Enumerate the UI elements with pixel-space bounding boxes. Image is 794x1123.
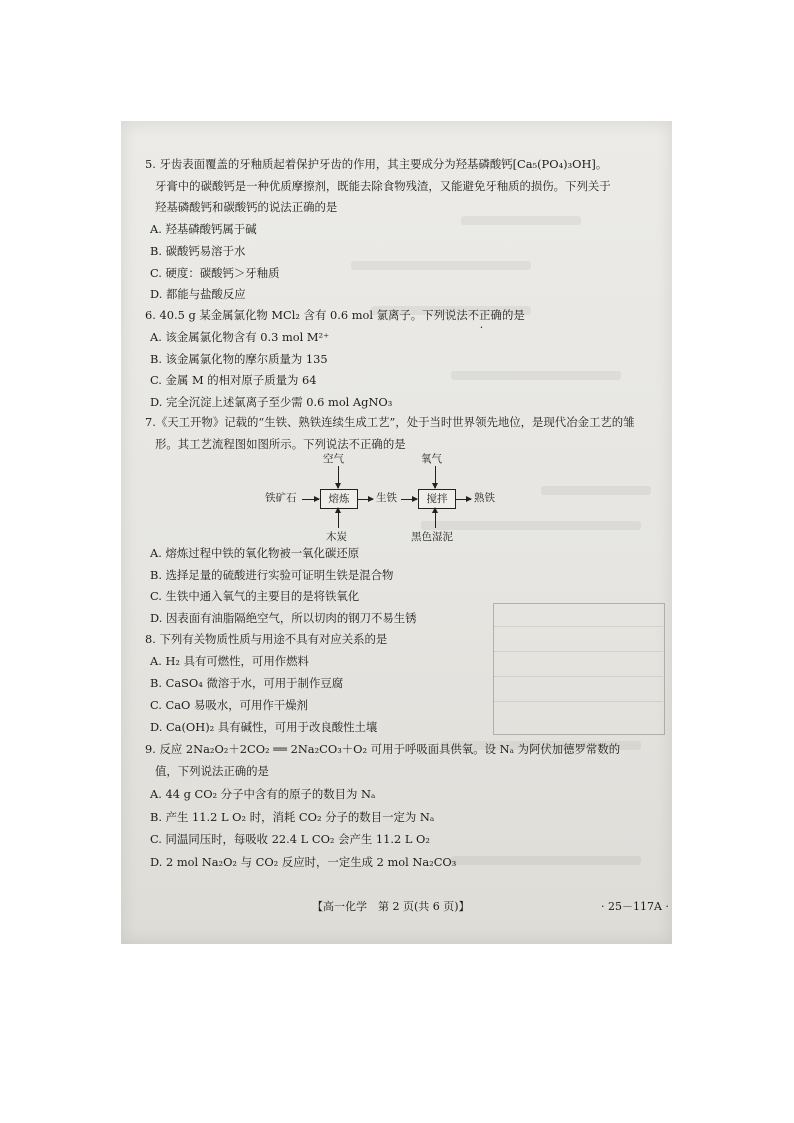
exam-paper-sheet	[121, 121, 672, 944]
bleed-through-mark	[541, 486, 651, 495]
bleed-through-mark	[351, 261, 531, 270]
q6-option-c: C. 金属 M 的相对原子质量为 64	[150, 373, 317, 387]
bleed-through-line	[493, 651, 663, 652]
q7-process-flow-diagram	[265, 451, 531, 546]
q6-stem-before: 6. 40.5 g 某金属氯化物 MCl₂ 含有 0.6 mol 氯离子。下列说法	[145, 308, 468, 322]
page-footer: 【高一化学 第 2 页(共 6 页)】	[312, 900, 470, 913]
q5-option-c: C. 硬度：碳酸钙＞牙釉质	[150, 266, 280, 280]
q6-stem-emphasis: 不正确	[467, 308, 502, 322]
bleed-through-mark	[451, 856, 641, 865]
pig-iron-arrow	[401, 499, 417, 500]
charcoal-arrow	[338, 508, 339, 528]
diagram-oxygen-label: 氧气	[421, 453, 442, 465]
q6-stem-after: 的是	[501, 308, 525, 322]
ore-arrow	[302, 499, 319, 500]
q9-option-d: D. 2 mol Na₂O₂ 与 CO₂ 反应时，一定生成 2 mol Na₂CO₃	[150, 855, 457, 869]
oxygen-arrow	[435, 466, 436, 488]
q6-stem	[145, 305, 525, 327]
bleed-through-mark	[461, 216, 581, 225]
diagram-charcoal-label: 木炭	[326, 531, 347, 543]
q5-option-b: B. 碳酸钙易溶于水	[150, 244, 246, 258]
bleed-through-line	[493, 626, 663, 627]
q5-stem-line-2: 牙膏中的碳酸钙是一种优质摩擦剂，既能去除食物残渣，又能避免牙釉质的损伤。下列关于	[155, 179, 611, 193]
diagram-black-mud-label: 黑色湿泥	[411, 531, 453, 543]
q7-stem-line-2: 形。其工艺流程图如图所示。下列说法不正确的是	[155, 437, 406, 451]
q9-option-c: C. 同温同压时，每吸收 22.4 L CO₂ 会产生 11.2 L O₂	[150, 832, 430, 846]
q7-option-c: C. 生铁中通入氧气的主要目的是将铁氧化	[150, 589, 360, 603]
q8-stem: 8. 下列有关物质性质与用途不具有对应关系的是	[145, 632, 388, 646]
smelt-output-arrow	[357, 499, 373, 500]
bleed-through-table	[493, 603, 665, 735]
q5-stem-line-1: 5. 牙齿表面覆盖的牙釉质起着保护牙齿的作用，其主要成分为羟基磷酸钙[Ca₅(PO₄)₃OH]。	[145, 157, 608, 171]
q9-option-a: A. 44 g CO₂ 分子中含有的原子的数目为 Nₐ	[150, 787, 376, 801]
diagram-ore-label: 铁矿石	[265, 492, 297, 504]
q7-option-a: A. 熔炼过程中铁的氧化物被一氧化碳还原	[150, 546, 360, 560]
exam-code: · 25－117A ·	[601, 900, 669, 913]
q6-option-b: B. 该金属氯化物的摩尔质量为 135	[150, 352, 328, 366]
q7-option-d: D. 因表面有油脂隔绝空气，所以切肉的钢刀不易生锈	[150, 611, 417, 625]
q7-option-b: B. 选择足量的硫酸进行实验可证明生铁是混合物	[150, 568, 394, 582]
q8-option-d: D. Ca(OH)₂ 具有碱性，可用于改良酸性土壤	[150, 720, 378, 734]
q5-stem-line-3: 羟基磷酸钙和碳酸钙的说法正确的是	[155, 200, 338, 214]
q7-stem-line-1: 7.《天工开物》记载的“生铁、熟铁连续生成工艺”，处于当时世界领先地位，是现代冶金工艺的雏	[145, 415, 635, 429]
q8-option-c: C. CaO 易吸水，可用作干燥剂	[150, 698, 308, 712]
bleed-through-mark	[451, 371, 621, 380]
q8-option-b: B. CaSO₄ 微溶于水，可用于制作豆腐	[150, 676, 344, 690]
diagram-wrought-iron-label: 熟铁	[474, 492, 495, 504]
black-mud-arrow	[435, 508, 436, 528]
bleed-through-line	[493, 701, 663, 702]
q9-option-b: B. 产生 11.2 L O₂ 时，消耗 CO₂ 分子的数目一定为 Nₐ	[150, 810, 435, 824]
q5-option-a: A. 羟基磷酸钙属于碱	[150, 222, 257, 236]
q6-option-d: D. 完全沉淀上述氯离子至少需 0.6 mol AgNO₃	[150, 395, 393, 409]
diagram-pig-iron-label: 生铁	[376, 492, 397, 504]
q8-option-a: A. H₂ 具有可燃性，可用作燃料	[150, 654, 309, 668]
bleed-through-line	[493, 676, 663, 677]
smelting-box: 熔炼	[320, 489, 358, 509]
q6-option-a: A. 该金属氯化物含有 0.3 mol M²⁺	[150, 330, 330, 344]
stir-output-arrow	[455, 499, 471, 500]
q9-stem-line-2: 值，下列说法正确的是	[155, 764, 269, 778]
air-arrow	[338, 466, 339, 488]
diagram-air-label: 空气	[323, 453, 344, 465]
q9-stem-line-1: 9. 反应 2Na₂O₂＋2CO₂ ══ 2Na₂CO₃＋O₂ 可用于呼吸面具供氧。设 Nₐ 为阿伏加德罗常数的	[145, 742, 621, 756]
stirring-box: 搅拌	[418, 489, 456, 509]
q5-option-d: D. 都能与盐酸反应	[150, 287, 246, 301]
